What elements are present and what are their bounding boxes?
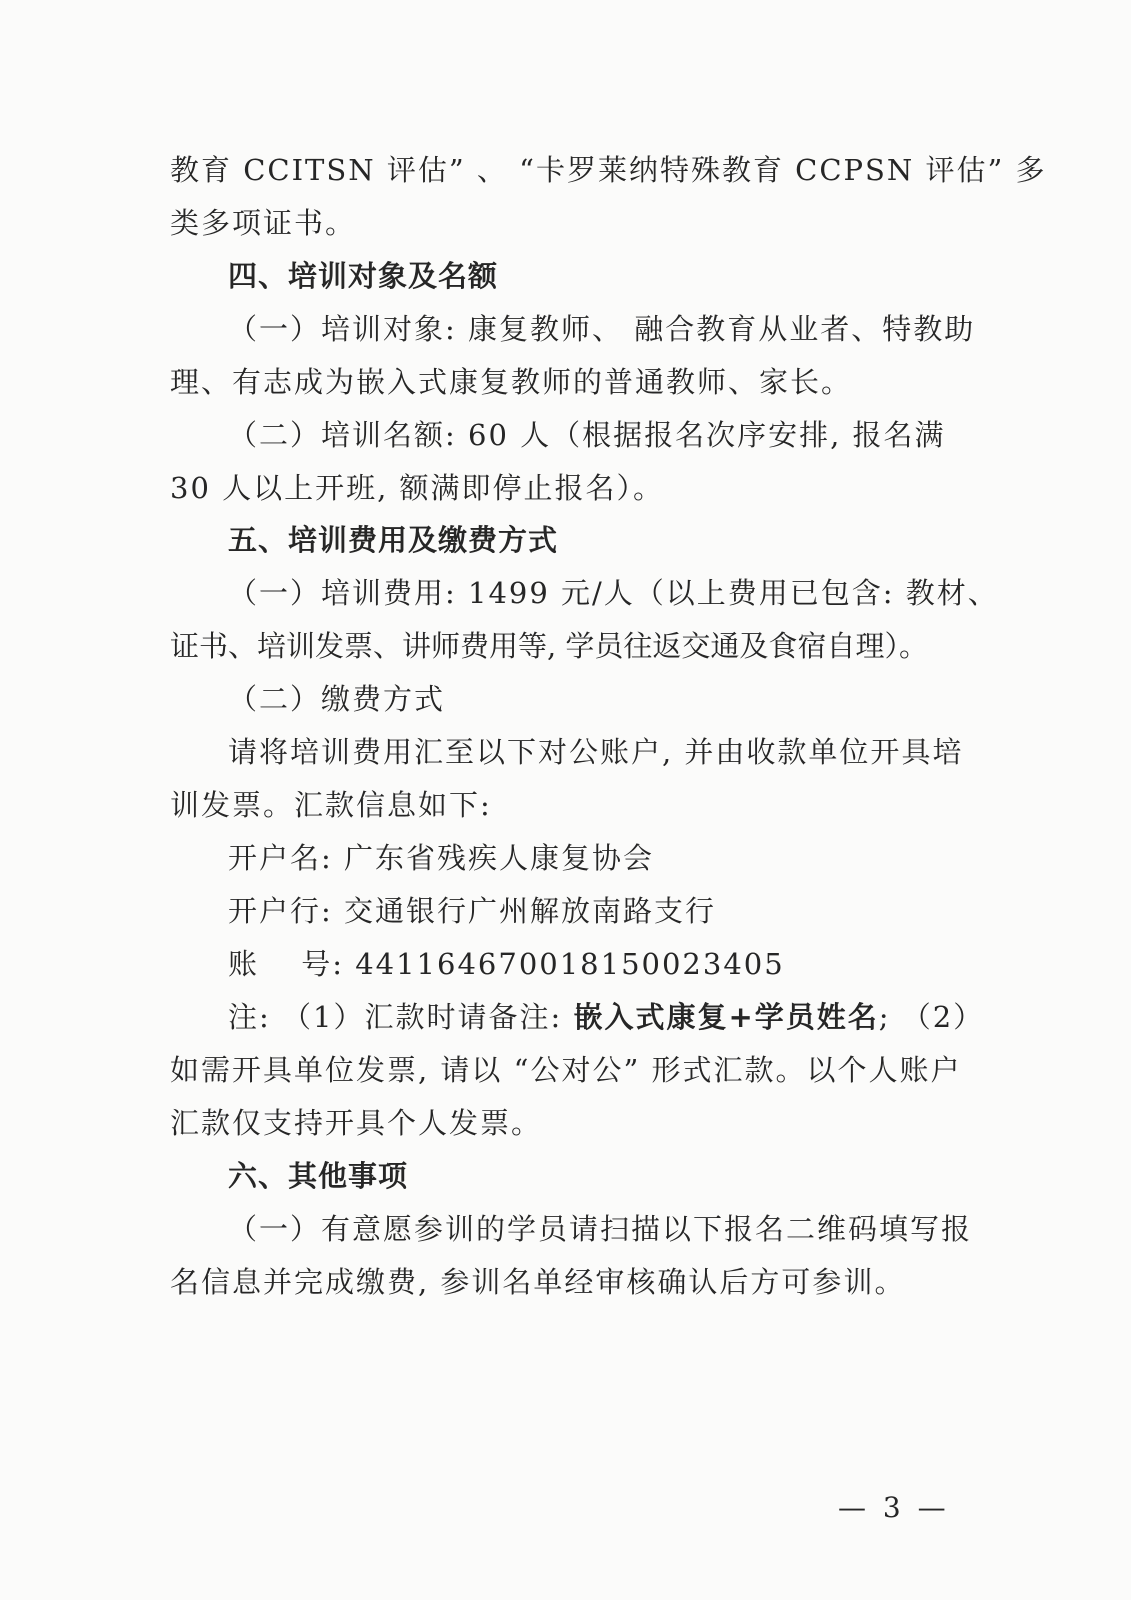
page-number: — 3 — [838, 1491, 950, 1524]
paragraph-line: （一）培训对象: 康复教师、 融合教育从业者、特教助 [228, 312, 976, 346]
paragraph-line: 如需开具单位发票, 请以 “公对公” 形式汇款。以个人账户 [170, 1053, 962, 1087]
account-name-line: 开户名: 广东省残疾人康复协会 [228, 841, 654, 875]
account-number-line: 账 号: 441164670018150023405 [228, 947, 785, 981]
paragraph-line: 理、有志成为嵌入式康复教师的普通教师、家长。 [170, 365, 853, 399]
note-emphasis: 嵌入式康复+学员姓名 [573, 1000, 879, 1034]
section-heading: 四、培训对象及名额 [228, 259, 499, 293]
paragraph-line: 30 人以上开班, 额满即停止报名）。 [170, 471, 665, 505]
paragraph-line: （二）培训名额: 60 人（根据报名次序安排, 报名满 [228, 418, 946, 452]
paragraph-line: 请将培训费用汇至以下对公账户, 并由收款单位开具培 [228, 735, 964, 769]
paragraph-line: 名信息并完成缴费, 参训名单经审核确认后方可参训。 [170, 1265, 906, 1299]
paragraph-line: （一）培训费用: 1499 元/人（以上费用已包含: 教材、 [228, 576, 999, 610]
paragraph-line: 训发票。汇款信息如下: [170, 788, 492, 822]
paragraph-line: 类多项证书。 [170, 206, 357, 240]
note-line [228, 997, 1028, 1037]
paragraph-line: （一）有意愿参训的学员请扫描以下报名二维码填写报 [228, 1212, 973, 1246]
note-prefix: 注: （1）汇款时请备注: [228, 1000, 574, 1034]
note-suffix: ; （2） [878, 1000, 985, 1034]
section-heading: 五、培训费用及缴费方式 [228, 523, 559, 557]
section-heading: 六、其他事项 [228, 1159, 409, 1193]
paragraph-line: 教育 CCITSN 评估” 、 “卡罗莱纳特殊教育 CCPSN 评估” 多 [170, 153, 1047, 187]
paragraph-line: 汇款仅支持开具个人发票。 [170, 1106, 543, 1140]
paragraph-line: 证书、培训发票、讲师费用等, 学员往返交通及食宿自理）。 [170, 629, 928, 663]
paragraph-line: （二）缴费方式 [228, 682, 446, 716]
bank-line: 开户行: 交通银行广州解放南路支行 [228, 894, 716, 928]
